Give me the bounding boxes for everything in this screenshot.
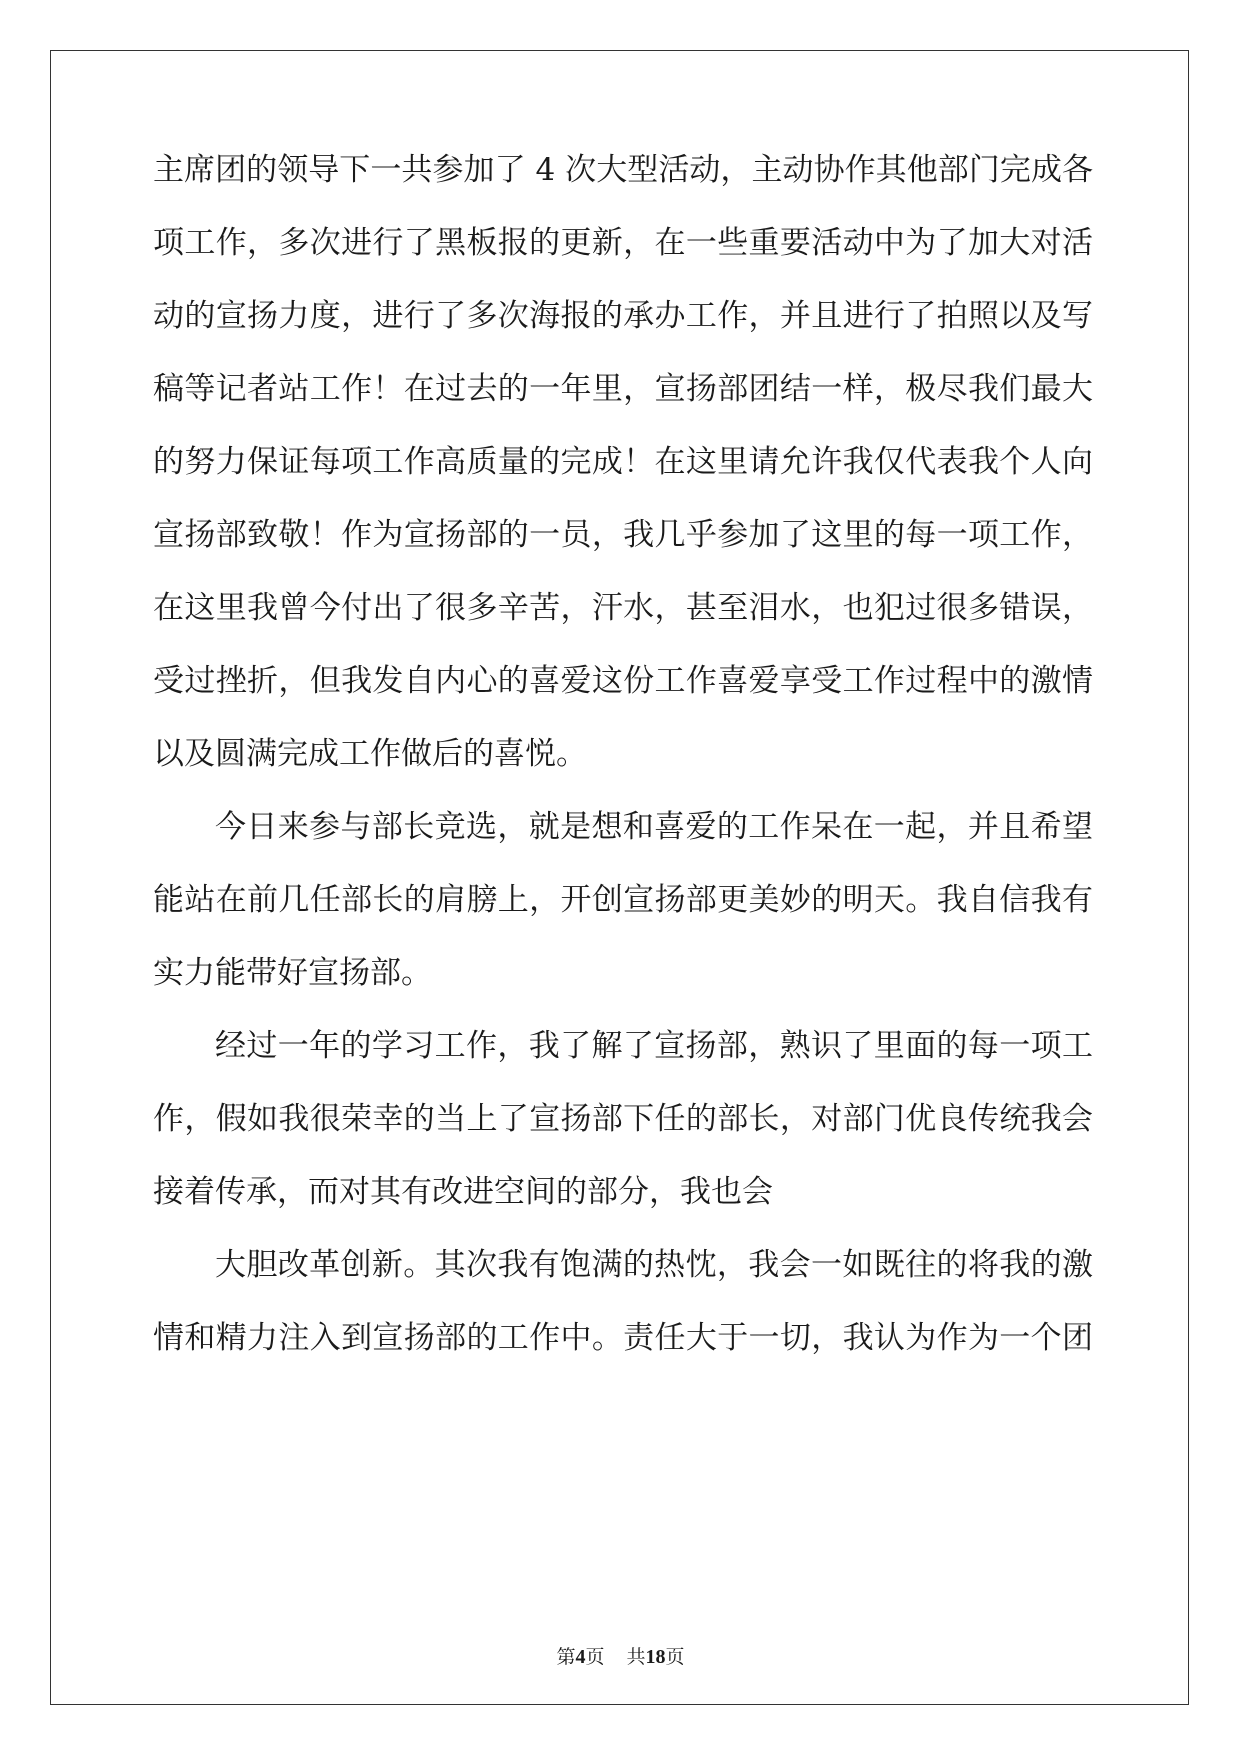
paragraph-line: 经过一年的学习工作，我了解了宣扬部，熟识了里面的每一项工 <box>215 1028 1093 1064</box>
paragraph-line: 在这里我曾今付出了很多辛苦，汗水，甚至泪水，也犯过很多错误， <box>153 590 1093 626</box>
page-prefix: 第 <box>556 1646 576 1668</box>
paragraph-line: 宣扬部致敬！作为宣扬部的一员，我几乎参加了这里的每一项工作， <box>153 517 1093 553</box>
paragraph-line: 动的宣扬力度，进行了多次海报的承办工作，并且进行了拍照以及写 <box>153 298 1093 334</box>
paragraph-line: 今日来参与部长竞选，就是想和喜爱的工作呆在一起，并且希望 <box>215 809 1093 845</box>
paragraph-line: 实力能带好宣扬部。 <box>153 955 432 991</box>
paragraph-line: 的努力保证每项工作高质量的完成！在这里请允许我仅代表我个人向 <box>153 444 1093 480</box>
paragraph-line: 能站在前几任部长的肩膀上，开创宣扬部更美妙的明天。我自信我有 <box>153 882 1093 918</box>
paragraph-line: 主席团的领导下一共参加了 4 次大型活动，主动协作其他部门完成各 <box>153 152 1093 188</box>
total-pages: 18 <box>645 1646 666 1668</box>
total-suffix: 页 <box>665 1646 685 1668</box>
paragraph-line: 情和精力注入到宣扬部的工作中。责任大于一切，我认为作为一个团 <box>153 1320 1093 1356</box>
paragraph-line: 接着传承，而对其有改进空间的部分，我也会 <box>153 1174 773 1210</box>
page-footer <box>0 1645 1241 1669</box>
paragraph-line: 受过挫折，但我发自内心的喜爱这份工作喜爱享受工作过程中的激情 <box>153 663 1093 699</box>
page-suffix: 页 <box>585 1646 605 1668</box>
paragraph-line: 项工作，多次进行了黑板报的更新，在一些重要活动中为了加大对活 <box>153 225 1093 261</box>
total-prefix: 共 <box>626 1646 646 1668</box>
paragraph-line: 稿等记者站工作！在过去的一年里，宣扬部团结一样，极尽我们最大 <box>153 371 1093 407</box>
paragraph-line: 以及圆满完成工作做后的喜悦。 <box>153 736 587 772</box>
paragraph-line: 作，假如我很荣幸的当上了宣扬部下任的部长，对部门优良传统我会 <box>153 1101 1093 1137</box>
paragraph-line: 大胆改革创新。其次我有饱满的热忱，我会一如既往的将我的激 <box>215 1247 1093 1283</box>
page-number: 4 <box>575 1646 586 1668</box>
